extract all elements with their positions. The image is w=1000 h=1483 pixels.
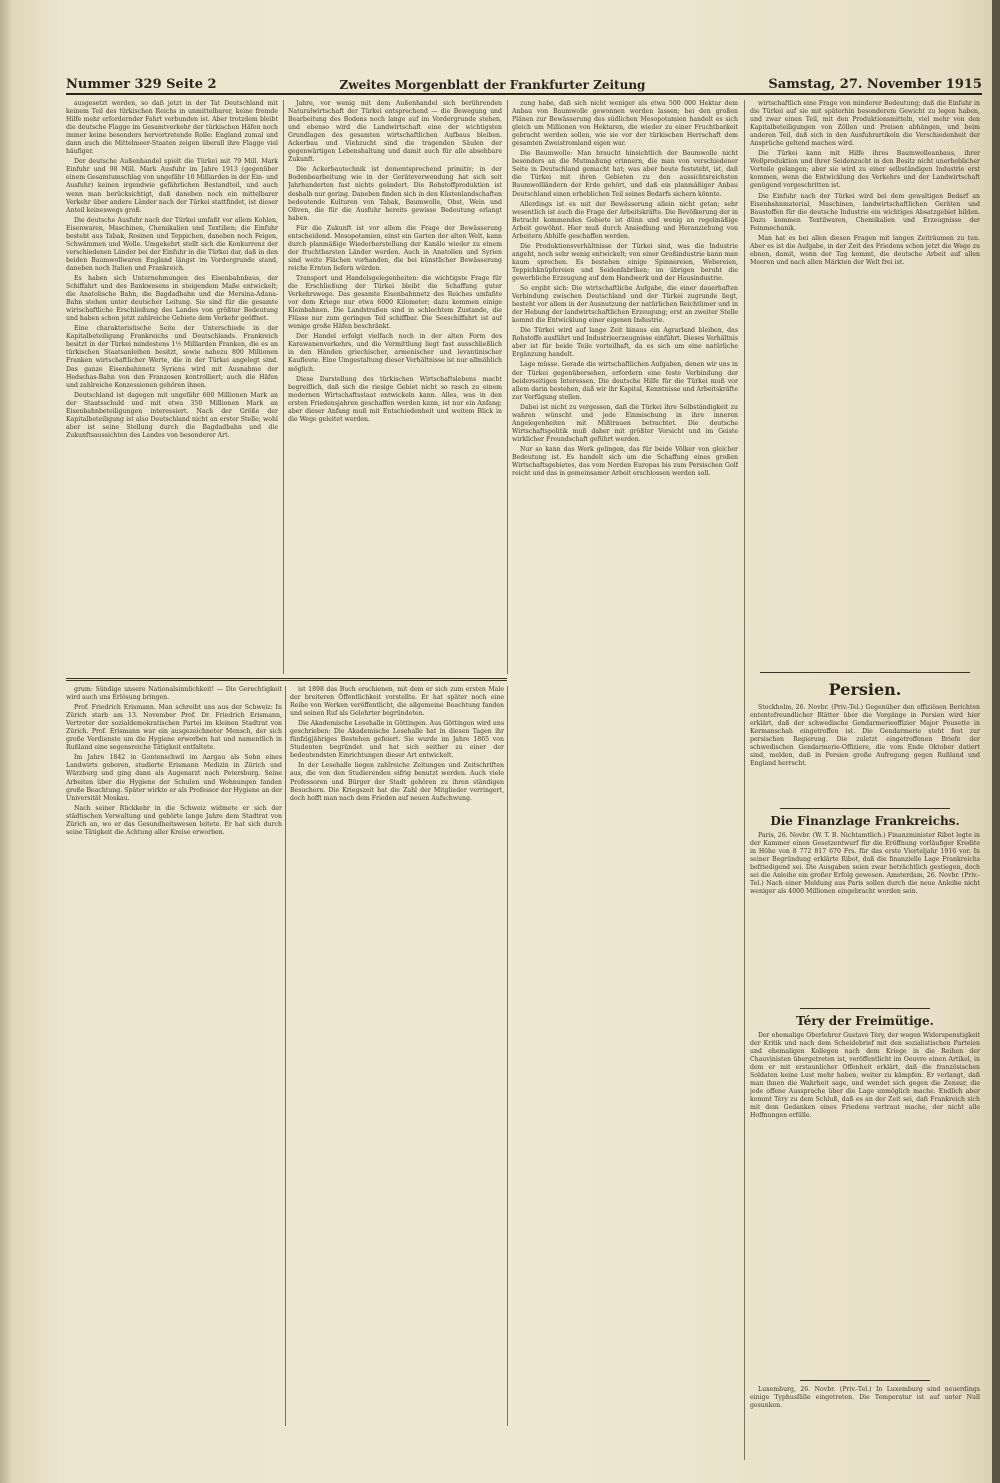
section-title-finanzlage: Die Finanzlage Frankreichs. xyxy=(770,814,960,828)
paragraph: Diese Darstellung des türkischen Wirtschaftslebens macht begreiflich, daß sich die riesige Gebiet nicht so rasch zu einem modernen Wirtschaftsstaat entwickeln kann. Alles, was in den ersten Friedensjahren geschaffen werden kann, ist nur ein Anfang; aber dieser Anfang muß mit Entschiedenheit und weitem Blick in die Wege geleitet werden. xyxy=(288,375,502,423)
article-column-3 xyxy=(512,100,738,1340)
column-divider xyxy=(283,100,284,674)
paragraph: Der deutsche Außenhandel spielt die Türkei mit 79 Mill. Mark Einfuhr und 98 Mill. Mark Ausfuhr im Jahre 1913 (gegenüber einem Gesamtumschlag von ungefähr 10 Milliarden in der Ein- und Ausfuhr) keinen irgendwie gefährlichen Bestandteil, und auch wenn man berücksichtigt, daß daneben noch ein mittelbarer Verkehr über andere Länder nach der Türkei stattfindet, ist dieser Anteil keineswegs groß. xyxy=(66,158,278,214)
paragraph: So ergibt sich: Die wirtschaftliche Aufgabe, die einer dauerhaften Verbindung zwischen Deutschland und der Türkei zugrunde liegt, besteht vor allem in der Ausnutzung der natürlichen Reichtümer und in der Hebung der landwirtschaftlichen Erzeugung; erst an zweiter Stelle kommt die Entwicklung einer eigenen Industrie. xyxy=(512,285,738,325)
article-column-2 xyxy=(288,100,502,674)
column-divider xyxy=(507,100,508,674)
page-gutter-shadow xyxy=(0,0,14,1483)
feuilleton-column-1 xyxy=(66,686,282,1426)
feuilleton-column-2 xyxy=(290,686,504,1426)
page-edge xyxy=(992,0,1000,1483)
paragraph: Der ehemalige Oberlehrer Gustave Téry, der wegen Widerspenstigkeit der Kritik und nach dem Scheidebrief mit den sozialistischen Parteien und ehemaligen Kollegen nach dem Kriege in die Reihen der Chauvinisten übergetreten ist, veröffentlicht im Oeuvre einen Artikel, in dem er mit erstaunlicher Offenheit erklärt, daß die französischen Soldaten keine Lust mehr haben, weiter zu kämpfen. Er verlangt, daß man ihnen die Wahrheit sage, und wendet sich gegen die Zensur, die jede offene Aussprache über die Lage unmöglich mache. Endlich aber kommt Téry zu dem Schluß, daß es an der Zeit sei, daß Frankreich sich mit dem Gedanken eines Friedens vertraut mache, der nicht alle Hoffnungen erfülle. xyxy=(750,1032,980,1120)
page-header xyxy=(66,70,982,92)
section-rule xyxy=(760,672,970,673)
paragraph: zung habe, daß sich nicht weniger als etwa 500 000 Hektar dem Anbau von Baumwolle gewonnen werden lassen; bei den großen Plänen zur Bewässerung des südlichen Mesopotamien handelt es sich gleich um Millionen von Hektaren, die wieder zu einer Fruchtbarkeit gebracht werden sollen, wie sie vor der türkischen Herrschaft dem gesamten Zweistromland eigen war. xyxy=(512,100,738,148)
feuilleton-rule xyxy=(66,678,507,679)
section-title-persien: Persien. xyxy=(828,680,902,699)
paragraph: Eine charakteristische Seite der Unterschiede in der Kapitalbeteiligung Frankreichs und Deutschlands. Frankreich besitzt in der Türkei mindestens 1½ Milliarden Franken, die es an türkischen Staatsanleihen besitzt, sowie nahezu 800 Millionen Franken wirtschaftlicher Werte, die in der Türkei angelegt sind. Das ganze Eisenbahnnetz Syriens wird mit Ausnahme der Hedschas-Bahn von den Franzosen kontrolliert; auch die Häfen und zahlreiche Konzessionen gehören ihnen. xyxy=(66,325,278,389)
paragraph: Paris, 26. Novbr. (W. T. B. Nichtamtlich.) Finanzminister Ribot legte in der Kammer einen Gesetzentwurf für die Eröffnung vorläufiger Kredite in Höhe von 8 772 817 670 Frs. für das erste Vierteljahr 1916 vor. In seiner Begründung erklärte Ribot, daß die finanzielle Lage Frankreichs befriedigend sei. Die Ausgaben seien zwar beträchtlich gestiegen, doch sei die Anleihe ein großer Erfolg gewesen. Amsterdam, 26. Novbr. (Priv.-Tel.) Nach einer Meldung aus Paris sollen durch die neue Anleihe nicht weniger als 4000 Millionen eingebracht worden sein. xyxy=(750,832,980,896)
paragraph: Nach seiner Rückkehr in die Schweiz widmete er sich der städtischen Verwaltung und gehörte lange Jahre dem Stadtrat von Zürich an, wo er das Gesundheitswesen leitete. Er hat sich durch seine Tätigkeit die Achtung aller Kreise erworben. xyxy=(66,804,282,836)
paragraph: Die Produktionsverhältnisse der Türkei sind, was die Industrie angeht, noch sehr wenig entwickelt; von einer Großindustrie kann man kaum sprechen. Es bestehen einige Spinnereien, Webereien, Teppichknüpfereien und Seidenfabriken; im übrigen beruht die gewerbliche Erzeugung auf dem Handwerk und der Hausindustrie. xyxy=(512,242,738,282)
paragraph: ist 1898 das Buch erschienen, mit dem er sich zum ersten Male der breiteren Öffentlichkeit vorstellte. Er hat später noch eine Reihe von Werken veröffentlicht, die allgemeine Beachtung fanden und seinen Ruf als Gelehrter begründeten. xyxy=(290,686,504,718)
newspaper-name: Zweites Morgenblatt der Frankfurter Zeitung xyxy=(339,78,646,92)
paragraph: Im Jahre 1842 in Gontenschwil im Aargau als Sohn eines Landwirts geboren, studierte Erismann Medizin in Zürich und Würzburg und ging dann als Augenarzt nach Petersburg. Seine Arbeiten über die Hygiene der Schulen und Wohnungen fanden große Beachtung. Später wirkte er als Professor der Hygiene an der Universität Moskau. xyxy=(66,754,282,802)
article-column-1 xyxy=(66,100,278,674)
paragraph: Die deutsche Ausfuhr nach der Türkei umfaßt vor allem Kohlen, Eisenwaren, Maschinen, Chemikalien und Textilien; die Einfuhr besteht aus Tabak, Rosinen und Teppichen, daneben noch Feigen, Schwämmen und Wolle. Umgekehrt stellt sich die Konkurrenz der verschiedenen Länder bei der Einfuhr in die Türkei dar, daß in den beiden Baumwollwaren England längst im Vordergrunde stand, daneben noch Italien und Frankreich. xyxy=(66,216,278,272)
paragraph: ausgesetzt werden, so daß jetzt in der Tat Deutschland mit keinem Teil des türkischen Reichs in unmittelbarer, keine fremde Hilfe mehr erfordernder Fahrt verbunden ist. Aber trotzdem bleibt die deutsche Flagge im Gesamtverkehr der türkischen Häfen noch immer keine besonders hervortretende Rolle: England zumal und dann auch die Mittelmeer-Staaten zeigen überall ihre Flagge viel häufiger. xyxy=(66,100,278,156)
paragraph: Luxemburg, 26. Novbr. (Priv.-Tel.) In Luxemburg sind neuerdings einige Typhusfälle eingetreten. Die Temperatur ist auf unter Null gesunken. xyxy=(750,1386,980,1410)
paragraph: Es haben sich Unternehmungen des Eisenbahnbaus, der Schiffahrt und des Bankwesens in steigendem Maße entwickelt; die Anatolische Bahn, die Bagdadbahn und die Mersina-Adana-Bahn stehen unter deutscher Leitung. Sie sind für die gesamte wirtschaftliche Erschließung des Landes von größter Bedeutung und haben schon jetzt zahlreiche Gebiete dem Verkehr geöffnet. xyxy=(66,274,278,323)
paragraph: Die Einfuhr nach der Türkei wird bei dem gewaltigen Bedarf an Eisenbahnmaterial, Maschinen, landwirtschaftlichen Geräten und Baustoffen für die deutsche Industrie ein wichtiges Absatzgebiet bilden. Dazu kommen Textilwaren, Chemikalien und Erzeugnisse der Feinmechanik. xyxy=(750,192,980,232)
paragraph: Transport und Handelsgelegenheiten: die wichtigste Frage für die Erschließung der Türkei bleibt die Schaffung guter Verkehrswege. Das gesamte Eisenbahnnetz des Reiches umfaßte vor dem Kriege nur etwa 6000 Kilometer; dazu kommen einige Kleinbahnen. Die Landstraßen sind in schlechtem Zustande, die Flüsse nur zum geringen Teil schiffbar. Die Seeschiffahrt ist auf wenige große Häfen beschränkt. xyxy=(288,274,502,331)
paragraph: grum: Sündige unsere Nationalsinnlichkeit! — Die Gerechtigkeit wird auch uns Erlösung bringen. xyxy=(66,686,282,702)
paragraph: wirtschaftlich eine Frage von minderer Bedeutung; daß die Einfuhr in die Türkei auf sie mit späterhin besonderem Gewicht zu legen haben, und zwar einen Teil, mit den Produktionsmitteln, viel mehr von den Kapitalbeteiligungen von Zöllen und Preisen abhängen, und beim anderen Teil, daß sich in den Ausfuhrartikeln die Verschiedenheit der Ansprüche geltend machen wird. xyxy=(750,100,980,148)
terey-text xyxy=(750,1032,980,1372)
persien-text xyxy=(750,704,980,802)
paragraph: Dabei ist nicht zu vergessen, daß die Türkei ihre Selbständigkeit zu wahren wünscht und jede Einmischung in ihre inneren Angelegenheiten mit Mißtrauen betrachtet. Die deutsche Wirtschaftspolitik muß daher mit größter Vorsicht und im Geiste wirklicher Freundschaft geführt werden. xyxy=(512,403,738,443)
paragraph: Stockholm, 26. Novbr. (Priv.-Tel.) Gegenüber den offiziösen Berichten ententefreundlicher Blätter über die Vorgänge in Persien wird hier erklärt, daß der schwedische Gendarmerieoffizier Major Pousette in Kermanschah eingetroffen ist. Die Gendarmerie steht fest zur persischen Regierung. Die zuletzt eingetroffenen Briefe der schwedischen Gendarmerie-Offiziere, die vom Ende Oktober datiert sind, melden, daß in Persien große Aufregung gegen Rußland und England herrscht. xyxy=(750,704,980,768)
paragraph: Nur so kann das Werk gelingen, das für beide Völker von gleicher Bedeutung ist. Es handelt sich um die Schaffung eines großen Wirtschaftsgebietes, das vom Norden Europas bis zum Persischen Golf reicht und das in gemeinsamer Arbeit erschlossen werden soll. xyxy=(512,445,738,478)
finanzlage-text xyxy=(750,832,980,1002)
paragraph: Allerdings ist es mit der Bewässerung allein nicht getan; sehr wesentlich ist auch die Frage der Arbeitskräfte. Die Bevölkerung der in Betracht kommenden Gebiete ist dünn und wenig an regelmäßige Arbeit gewöhnt. Hier muß durch Ansiedlung und Heranziehung von Arbeitern Abhilfe geschaffen werden. xyxy=(512,200,738,240)
paragraph: Lage müsse. Gerade die wirtschaftlichen Aufgaben, denen wir uns in der Türkei gegenübersehen, erfordern eine feste Verbindung der beiderseitigen Interessen. Die deutsche Hilfe für die Türkei muß vor allem darin bestehen, daß wir ihr Kapital, Kenntnisse und Arbeitskräfte zur Verfügung stellen. xyxy=(512,361,738,401)
column-divider xyxy=(507,686,508,1426)
paragraph: Die Ackerbautechnik ist dementsprechend primitiv; in der Bodenbearbeitung wie in der Geräteverwendung hat sich seit Jahrhunderten fast nichts geändert. Die Rohstoffproduktion ist deshalb nur gering. Daneben finden sich in den Küstenlandschaften bedeutende Kulturen von Tabak, Baumwolle, Obst, Wein und Oliven, die für die Ausfuhr bereits gewisse Bedeutung erlangt haben. xyxy=(288,166,502,222)
issue-date: Samstag, 27. November 1915 xyxy=(768,77,982,92)
section-rule xyxy=(800,1008,930,1009)
feuilleton-rule xyxy=(66,680,507,681)
paragraph: Deutschland ist dagegen mit ungefähr 600 Millionen Mark an der Staatsschuld und mit etwa 350 Millionen Mark an Eisenbahnbeteiligungen interessiert. Nach der Größe der Kapitalbeteiligung ist also Deutschland nicht an erster Stelle; wohl aber ist seine Stellung durch die Bagdadbahn und die Zukunftsaussichten des Landes von besonderer Art. xyxy=(66,391,278,439)
paragraph: Man hat es bei allen diesen Fragen mit langen Zeiträumen zu tun. Aber es ist die Aufgabe, in der Zeit des Friedens schon jetzt die Wege zu ebnen, damit, wenn der Tag kommt, die deutsche Arbeit auf allen Meeren und nach allen Märkten der Welt frei ist. xyxy=(750,234,980,266)
paragraph: Die Türkei wird auf lange Zeit hinaus ein Agrarland bleiben, das Rohstoffe ausführt und Industrieerzeugnisse einführt. Dieses Verhältnis aber ist für beide Teile vorteilhaft, da es sich um eine natürliche Ergänzung handelt. xyxy=(512,327,738,359)
issue-number: Nummer 329 Seite 2 xyxy=(66,77,217,92)
paragraph: Die Akademische Lesehalle in Göttingen. Aus Göttingen wird uns geschrieben: Die Akademische Lesehalle hat in diesen Tagen ihr fünfzigjähriges Bestehen gefeiert. Sie wurde im Jahre 1865 von Studenten begründet und hat sich seither zu einer der bedeutendsten Einrichtungen dieser Art entwickelt. xyxy=(290,720,504,760)
paragraph: Prof. Friedrich Erismann. Man schreibt uns aus der Schweiz: In Zürich starb am 13. November Prof. Dr. Friedrich Erismann, Vertreter der sozialdemokratischen Partei im kleinen Stadtrat von Zürich. Prof. Erismann war ein ausgezeichneter Mensch, der sich große Verdienste um die Hygiene erworben hat und namentlich in Rußland eine segensreiche Tätigkeit entfaltete. xyxy=(66,704,282,752)
section-title-terey: Téry der Freimütige. xyxy=(796,1014,934,1028)
section-rule xyxy=(780,808,950,809)
paragraph: Der Handel erfolgt vielfach noch in der alten Form des Karawanenverkehrs, und die Vermittlung liegt fast ausschließlich in den Händen griechischer, armenischer und levantinischer Kaufleute. Eine Umgestaltung dieser Verhältnisse ist nur allmählich möglich. xyxy=(288,333,502,373)
paragraph: Für die Zukunft ist vor allem die Frage der Bewässerung entscheidend. Mesopotamien, einst ein Garten der alten Welt, kann durch planmäßige Wiederherstellung der Kanäle wieder zu einem der fruchtbarsten Länder werden. Auch in Anatolien und Syrien sind weite Flächen vorhanden, die bei künstlicher Bewässerung reiche Ernten liefern würden. xyxy=(288,224,502,272)
luxemburg-text xyxy=(750,1386,980,1426)
column-divider xyxy=(285,686,286,1426)
column-divider xyxy=(744,100,745,1460)
article-column-4 xyxy=(750,100,980,665)
paragraph: Die Baumwolle: Man braucht hinsichtlich der Baumwolle nicht besonders an die Mutmaßung erinnern, die man von verschiedener Seite in Deutschland gemacht hat; was aber heute feststeht, ist, daß die Türkei mit ihren Gebieten zu den aussichtsreichsten Baumwollländern der Erde gehört, und daß ein planmäßiger Anbau Deutschland einen erheblichen Teil seines Bedarfs sichern könnte. xyxy=(512,150,738,198)
paragraph: In der Lesehalle liegen zahlreiche Zeitungen und Zeitschriften aus, die von den Studierenden eifrig benutzt werden. Auch viele Professoren und Bürger der Stadt gehören zu ihren ständigen Besuchern. Die Kriegszeit hat die Zahl der Mitglieder verringert, doch hofft man nach dem Frieden auf neuen Aufschwung. xyxy=(290,762,504,802)
header-rule xyxy=(66,93,982,95)
section-rule xyxy=(800,1380,930,1381)
paragraph: Die Türkei kann mit Hilfe ihres Baumwolleanbaus, ihrer Wollproduktion und ihrer Seidenzucht in den Besitz nicht unerheblicher Vorteile gelangen; aber sie wird zu einer selbständigen Industrie erst kommen, wenn die Entwicklung des Verkehrs und der Landwirtschaft genügend vorgeschritten ist. xyxy=(750,150,980,190)
paragraph: Jahre, vor wenig mit dem Außenhandel sich berührenden Naturalwirtschaft der Türkei entsprechend — die Bewegung und Bearbeitung des Bodens noch lange auf im Vordergrunde stehen, und ebenso wird die Landwirtschaft eine der wichtigsten Grundlagen des gesamten wirtschaftlichen Aufbaus bleiben. Ackerbau und Viehzucht sind die tragenden Säulen der gegenwärtigen Lebenshaltung und damit auch für alle absehbare Zukunft. xyxy=(288,100,502,164)
